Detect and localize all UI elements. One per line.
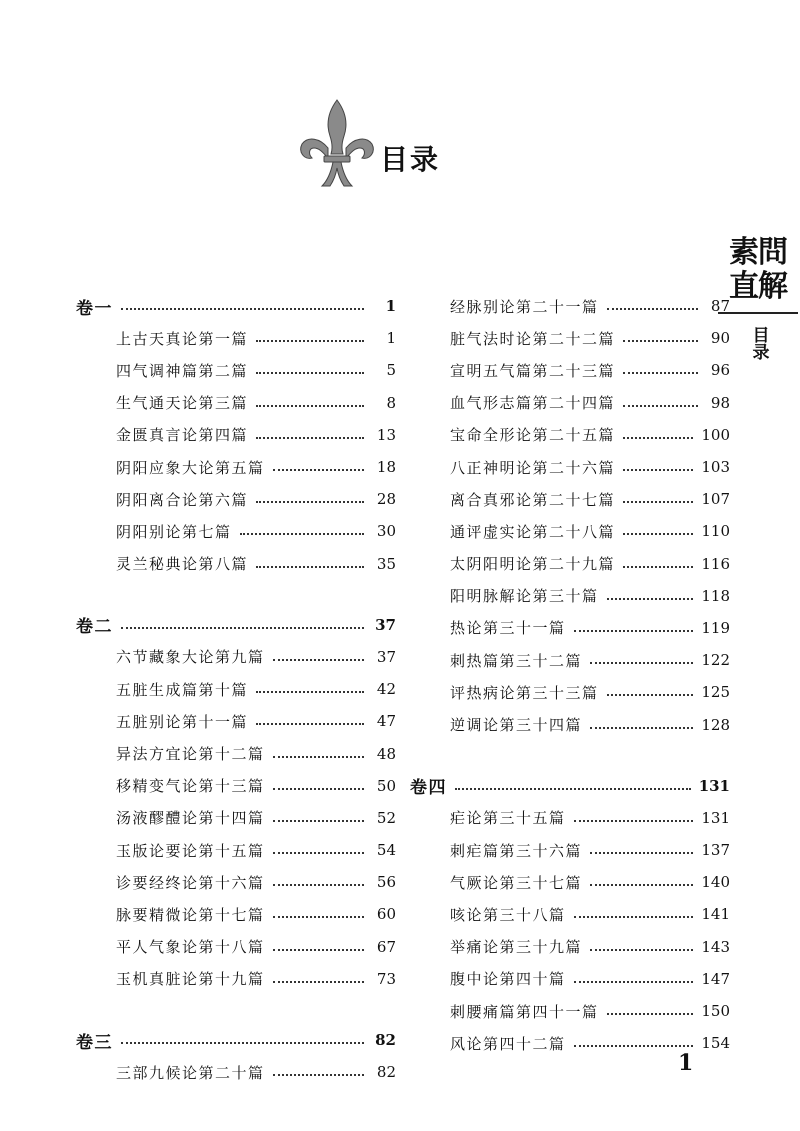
- entry-title: 腹中论第四十篇: [450, 970, 566, 989]
- section-gap: [76, 580, 396, 609]
- entry-title: 举痛论第三十九篇: [450, 938, 583, 957]
- entry-page-number: 137: [701, 841, 730, 860]
- entry-title: 脏气法时论第二十二篇: [450, 329, 616, 348]
- dot-leader: [574, 1045, 694, 1047]
- entry-title: 刺热篇第三十二篇: [450, 651, 583, 670]
- toc-chapter-entry[interactable]: [410, 354, 730, 386]
- entry-page-number: 42: [376, 680, 396, 699]
- toc-chapter-entry[interactable]: [76, 866, 396, 898]
- book-title-seal: 素問直解: [729, 235, 787, 304]
- dot-leader: [273, 852, 364, 854]
- entry-title: 气厥论第三十七篇: [450, 873, 583, 892]
- entry-page-number: 13: [376, 425, 396, 444]
- entry-title: 平人气象论第十八篇: [116, 938, 265, 957]
- entry-title: 太阴阳明论第二十九篇: [450, 555, 616, 574]
- dot-leader: [574, 630, 694, 632]
- entry-title: 上古天真论第一篇: [116, 329, 249, 348]
- toc-chapter-entry[interactable]: [410, 931, 730, 963]
- toc-chapter-entry[interactable]: [410, 866, 730, 898]
- entry-page-number: 18: [376, 458, 396, 477]
- dot-leader: [623, 405, 698, 407]
- dot-leader: [256, 723, 364, 725]
- entry-title: 诊要经终论第十六篇: [116, 873, 265, 892]
- toc-volume-entry[interactable]: [76, 1024, 396, 1056]
- book-seal: [718, 236, 798, 360]
- dot-leader: [623, 533, 693, 535]
- entry-title: 刺腰痛篇第四十一篇: [450, 1002, 599, 1021]
- entry-title: 阴阳别论第七篇: [116, 522, 232, 541]
- toc-chapter-entry[interactable]: [410, 419, 730, 451]
- dot-leader: [256, 501, 364, 503]
- side-label: 目录: [748, 326, 769, 360]
- entry-title: 阴阳离合论第六篇: [116, 490, 249, 509]
- entry-page-number: 90: [710, 329, 730, 348]
- toc-chapter-entry[interactable]: [410, 387, 730, 419]
- dot-leader: [273, 884, 364, 886]
- dot-leader: [256, 405, 364, 407]
- toc-chapter-entry[interactable]: [76, 641, 396, 673]
- entry-title: 热论第三十一篇: [450, 619, 566, 638]
- dot-leader: [256, 372, 364, 374]
- entry-title: 五脏别论第十一篇: [116, 712, 249, 731]
- entry-title: 卷四: [410, 778, 447, 799]
- entry-title: 咳论第三十八篇: [450, 905, 566, 924]
- entry-page-number: 110: [701, 522, 730, 541]
- toc-header: [298, 98, 498, 190]
- dot-leader: [623, 340, 698, 342]
- dot-leader: [256, 691, 364, 693]
- entry-page-number: 1: [385, 297, 396, 316]
- dot-leader: [121, 1042, 364, 1044]
- entry-title: 六节藏象大论第九篇: [116, 648, 265, 667]
- toc-volume-entry[interactable]: [410, 770, 730, 802]
- toc-chapter-entry[interactable]: [410, 548, 730, 580]
- toc-chapter-entry[interactable]: [76, 898, 396, 930]
- entry-page-number: 50: [376, 776, 396, 795]
- entry-page-number: 52: [376, 808, 396, 827]
- entry-title: 玉机真脏论第十九篇: [116, 970, 265, 989]
- entry-page-number: 131: [701, 808, 730, 827]
- dot-leader: [256, 340, 364, 342]
- toc-chapter-entry[interactable]: [410, 580, 730, 612]
- toc-chapter-entry[interactable]: [410, 515, 730, 547]
- toc-chapter-entry[interactable]: [410, 676, 730, 708]
- dot-leader: [607, 694, 694, 696]
- entry-page-number: 154: [701, 1034, 730, 1053]
- toc-chapter-entry[interactable]: [410, 644, 730, 676]
- dot-leader: [590, 662, 693, 664]
- toc-chapter-entry[interactable]: [76, 354, 396, 386]
- toc-chapter-entry[interactable]: [76, 931, 396, 963]
- entry-page-number: 87: [710, 297, 730, 316]
- entry-title: 金匮真言论第四篇: [116, 426, 249, 445]
- dot-leader: [574, 916, 694, 918]
- toc-chapter-entry[interactable]: [410, 708, 730, 740]
- toc-chapter-entry[interactable]: [76, 770, 396, 802]
- entry-page-number: 48: [376, 744, 396, 763]
- entry-title: 宝命全形论第二十五篇: [450, 426, 616, 445]
- entry-page-number: 147: [701, 969, 730, 988]
- entry-page-number: 118: [701, 586, 730, 605]
- dot-leader: [273, 916, 364, 918]
- dot-leader: [455, 788, 691, 790]
- entry-title: 生气通天论第三篇: [116, 394, 249, 413]
- entry-page-number: 150: [701, 1002, 730, 1021]
- entry-title: 汤液醪醴论第十四篇: [116, 809, 265, 828]
- entry-title: 四气调神篇第二篇: [116, 361, 249, 380]
- entry-page-number: 143: [701, 937, 730, 956]
- toc-chapter-entry[interactable]: [76, 834, 396, 866]
- toc-chapter-entry[interactable]: [76, 1056, 396, 1088]
- toc-chapter-entry[interactable]: [76, 548, 396, 580]
- toc-chapter-entry[interactable]: [410, 451, 730, 483]
- entry-page-number: 119: [701, 618, 730, 637]
- dot-leader: [273, 949, 364, 951]
- dot-leader: [273, 981, 364, 983]
- entry-title: 异法方宜论第十二篇: [116, 745, 265, 764]
- toc-chapter-entry[interactable]: [76, 451, 396, 483]
- toc-chapter-entry[interactable]: [76, 387, 396, 419]
- toc-chapter-entry[interactable]: [410, 898, 730, 930]
- entry-page-number: 82: [376, 1063, 396, 1082]
- dot-leader: [121, 308, 364, 310]
- dot-leader: [273, 820, 364, 822]
- dot-leader: [273, 788, 364, 790]
- toc-chapter-entry[interactable]: [410, 963, 730, 995]
- dot-leader: [607, 308, 698, 310]
- dot-leader: [590, 852, 693, 854]
- entry-page-number: 56: [376, 873, 396, 892]
- entry-title: 脉要精微论第十七篇: [116, 905, 265, 924]
- dot-leader: [623, 469, 693, 471]
- entry-title: 风论第四十二篇: [450, 1034, 566, 1053]
- fleur-de-lis-icon: [298, 98, 376, 190]
- entry-page-number: 131: [698, 776, 730, 795]
- entry-title: 阴阳应象大论第五篇: [116, 458, 265, 477]
- entry-title: 玉版论要论第十五篇: [116, 841, 265, 860]
- entry-page-number: 37: [375, 615, 396, 634]
- entry-title: 卷一: [76, 298, 113, 319]
- dot-leader: [273, 1074, 364, 1076]
- entry-title: 刺疟篇第三十六篇: [450, 841, 583, 860]
- toc-right-column: [410, 290, 730, 1059]
- entry-title: 五脏生成篇第十篇: [116, 680, 249, 699]
- toc-left-column: [76, 290, 396, 1088]
- section-gap: [410, 741, 730, 770]
- entry-title: 评热病论第三十三篇: [450, 683, 599, 702]
- entry-page-number: 122: [701, 651, 730, 670]
- dot-leader: [590, 727, 693, 729]
- entry-page-number: 103: [701, 458, 730, 477]
- dot-leader: [623, 437, 693, 439]
- entry-title: 疟论第三十五篇: [450, 809, 566, 828]
- entry-page-number: 96: [710, 361, 730, 380]
- toc-chapter-entry[interactable]: [76, 515, 396, 547]
- toc-chapter-entry[interactable]: [410, 995, 730, 1027]
- toc-chapter-entry[interactable]: [410, 834, 730, 866]
- toc-chapter-entry[interactable]: [76, 705, 396, 737]
- entry-page-number: 8: [386, 393, 396, 412]
- section-gap: [76, 995, 396, 1024]
- toc-chapter-entry[interactable]: [76, 673, 396, 705]
- entry-title: 灵兰秘典论第八篇: [116, 555, 249, 574]
- entry-page-number: 116: [701, 554, 730, 573]
- toc-chapter-entry[interactable]: [410, 802, 730, 834]
- dot-leader: [590, 884, 693, 886]
- dot-leader: [256, 437, 364, 439]
- entry-page-number: 5: [386, 361, 396, 380]
- dot-leader: [623, 372, 698, 374]
- entry-page-number: 30: [376, 522, 396, 541]
- toc-chapter-entry[interactable]: [410, 612, 730, 644]
- entry-title: 通评虚实论第二十八篇: [450, 522, 616, 541]
- entry-title: 卷二: [76, 617, 113, 638]
- dot-leader: [607, 1013, 694, 1015]
- dot-leader: [607, 598, 694, 600]
- page-number: 1: [678, 1050, 694, 1076]
- dot-leader: [574, 820, 694, 822]
- entry-title: 三部九候论第二十篇: [116, 1063, 265, 1082]
- dot-leader: [574, 981, 694, 983]
- entry-page-number: 37: [376, 647, 396, 666]
- toc-chapter-entry[interactable]: [410, 290, 730, 322]
- entry-title: 卷三: [76, 1032, 113, 1053]
- toc-chapter-entry[interactable]: [76, 419, 396, 451]
- entry-page-number: 98: [710, 393, 730, 412]
- entry-page-number: 35: [376, 554, 396, 573]
- entry-page-number: 125: [701, 683, 730, 702]
- entry-page-number: 128: [701, 715, 730, 734]
- entry-page-number: 107: [701, 490, 730, 509]
- toc-volume-entry[interactable]: [76, 609, 396, 641]
- toc-title: 目录: [380, 143, 441, 176]
- dot-leader: [590, 949, 693, 951]
- entry-page-number: 140: [701, 873, 730, 892]
- entry-title: 经脉别论第二十一篇: [450, 297, 599, 316]
- entry-page-number: 73: [376, 969, 396, 988]
- toc-chapter-entry[interactable]: [76, 963, 396, 995]
- entry-title: 八正神明论第二十六篇: [450, 458, 616, 477]
- entry-page-number: 141: [701, 905, 730, 924]
- dot-leader: [256, 566, 364, 568]
- entry-title: 宣明五气篇第二十三篇: [450, 361, 616, 380]
- toc-chapter-entry[interactable]: [410, 322, 730, 354]
- dot-leader: [623, 501, 693, 503]
- entry-title: 移精变气论第十三篇: [116, 777, 265, 796]
- entry-page-number: 47: [376, 712, 396, 731]
- dot-leader: [273, 659, 364, 661]
- entry-page-number: 67: [376, 937, 396, 956]
- entry-page-number: 60: [376, 905, 396, 924]
- dot-leader: [273, 756, 364, 758]
- toc-chapter-entry[interactable]: [76, 802, 396, 834]
- toc-chapter-entry[interactable]: [76, 737, 396, 769]
- entry-page-number: 82: [375, 1031, 396, 1050]
- toc-chapter-entry[interactable]: [410, 483, 730, 515]
- entry-page-number: 54: [376, 841, 396, 860]
- entry-title: 阳明脉解论第三十篇: [450, 587, 599, 606]
- entry-title: 逆调论第三十四篇: [450, 716, 583, 735]
- toc-chapter-entry[interactable]: [76, 483, 396, 515]
- dot-leader: [273, 469, 364, 471]
- dot-leader: [240, 533, 364, 535]
- entry-page-number: 100: [701, 425, 730, 444]
- entry-page-number: 28: [376, 490, 396, 509]
- toc-chapter-entry[interactable]: [76, 322, 396, 354]
- toc-volume-entry[interactable]: [76, 290, 396, 322]
- entry-title: 离合真邪论第二十七篇: [450, 490, 616, 509]
- entry-page-number: 1: [386, 329, 396, 348]
- seal-divider: [718, 312, 798, 314]
- dot-leader: [121, 627, 364, 629]
- entry-title: 血气形志篇第二十四篇: [450, 394, 616, 413]
- dot-leader: [623, 566, 693, 568]
